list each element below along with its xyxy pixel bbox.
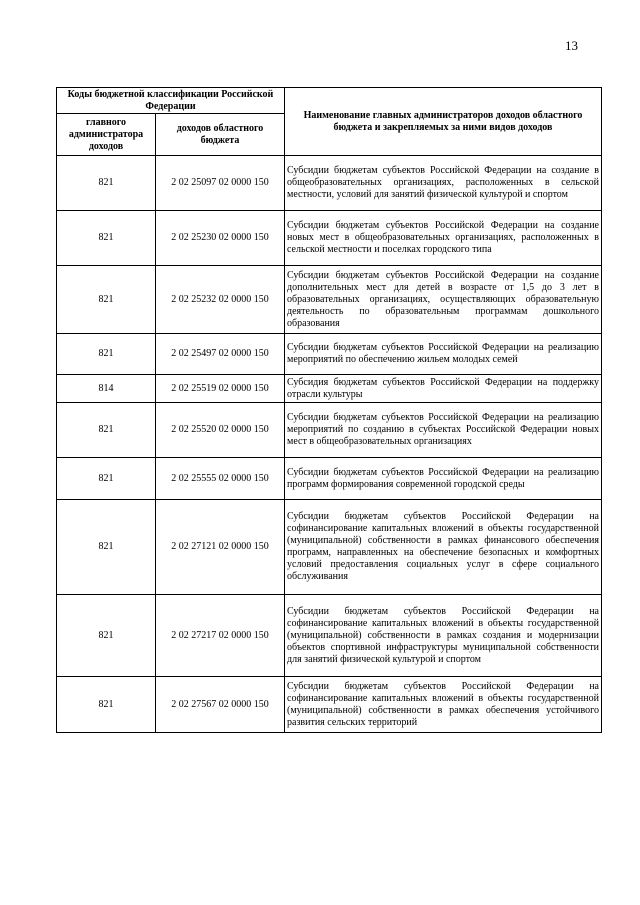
table-row: [57, 458, 602, 500]
table-row: [57, 211, 602, 266]
description-cell: Субсидии бюджетам субъектов Российской Федерации на создание дополнительных мест для детей в возрасте от 1,5 до 3 лет в образовательных организациях, осуществляющих образовательную деятельность по образовательным программам дошкольного образования: [285, 266, 602, 334]
description-cell: Субсидии бюджетам субъектов Российской Федерации на создание новых мест в общеобразовательных организациях, расположенных в сельской местности и поселках городского типа: [285, 211, 602, 266]
income-code-cell: 2 02 25097 02 0000 150: [156, 156, 285, 211]
admin-code-cell: 821: [57, 595, 156, 677]
admin-code-cell: 821: [57, 500, 156, 595]
admin-code-cell: 821: [57, 677, 156, 733]
income-code-cell: 2 02 25555 02 0000 150: [156, 458, 285, 500]
description-cell: Субсидии бюджетам субъектов Российской Федерации на реализацию программ формирования современной городской среды: [285, 458, 602, 500]
income-code-cell: 2 02 27121 02 0000 150: [156, 500, 285, 595]
income-code-cell: 2 02 25519 02 0000 150: [156, 375, 285, 403]
income-column-header: доходов областного бюджета: [156, 114, 285, 156]
description-cell: Субсидии бюджетам субъектов Российской Федерации на софинансирование капитальных вложений в объекты государственной (муниципальной) собственности в рамках создания и модернизации объектов спортивной инфраструктуры муниципальной собственности для занятий физической культурой и спортом: [285, 595, 602, 677]
income-code-cell: 2 02 25230 02 0000 150: [156, 211, 285, 266]
admin-code-cell: 814: [57, 375, 156, 403]
table-row: [57, 375, 602, 403]
description-cell: Субсидии бюджетам субъектов Российской Федерации на софинансирование капитальных вложений в объекты государственной (муниципальной) собственности в рамках обеспечения устойчивого развития сельских территорий: [285, 677, 602, 733]
table-row: [57, 403, 602, 458]
income-code-cell: 2 02 27567 02 0000 150: [156, 677, 285, 733]
table-row: [57, 500, 602, 595]
description-cell: Субсидия бюджетам субъектов Российской Федерации на поддержку отрасли культуры: [285, 375, 602, 403]
budget-classification-table: [56, 87, 602, 733]
income-code-cell: 2 02 27217 02 0000 150: [156, 595, 285, 677]
table-row: [57, 266, 602, 334]
income-code-cell: 2 02 25520 02 0000 150: [156, 403, 285, 458]
name-column-header: Наименование главных администраторов доходов областного бюджета и закрепляемых за ними видов доходов: [285, 88, 602, 156]
admin-column-header: главного администратора доходов: [57, 114, 156, 156]
description-cell: Субсидии бюджетам субъектов Российской Федерации на реализацию мероприятий по созданию в субъектах Российской Федерации новых мест в общеобразовательных организациях: [285, 403, 602, 458]
admin-code-cell: 821: [57, 211, 156, 266]
codes-group-header: Коды бюджетной классификации Российской Федерации: [57, 88, 285, 114]
admin-code-cell: 821: [57, 334, 156, 375]
table-row: [57, 334, 602, 375]
table-row: [57, 156, 602, 211]
admin-code-cell: 821: [57, 458, 156, 500]
table-row: [57, 677, 602, 733]
description-cell: Субсидии бюджетам субъектов Российской Федерации на реализацию мероприятий по обеспечению жильем молодых семей: [285, 334, 602, 375]
admin-code-cell: 821: [57, 403, 156, 458]
income-code-cell: 2 02 25497 02 0000 150: [156, 334, 285, 375]
page-number: 13: [565, 38, 578, 53]
description-cell: Субсидии бюджетам субъектов Российской Федерации на софинансирование капитальных вложений в объекты государственной (муниципальной) собственности в рамках финансового обеспечения программ, направленных на обеспечение безопасных и комфортных условий предоставления социальных услуг в сфере социального обслуживания: [285, 500, 602, 595]
admin-code-cell: 821: [57, 266, 156, 334]
admin-code-cell: 821: [57, 156, 156, 211]
description-cell: Субсидии бюджетам субъектов Российской Федерации на создание в общеобразовательных организациях, расположенных в сельской местности, условий для занятий физической культурой и спортом: [285, 156, 602, 211]
table-row: [57, 595, 602, 677]
income-code-cell: 2 02 25232 02 0000 150: [156, 266, 285, 334]
